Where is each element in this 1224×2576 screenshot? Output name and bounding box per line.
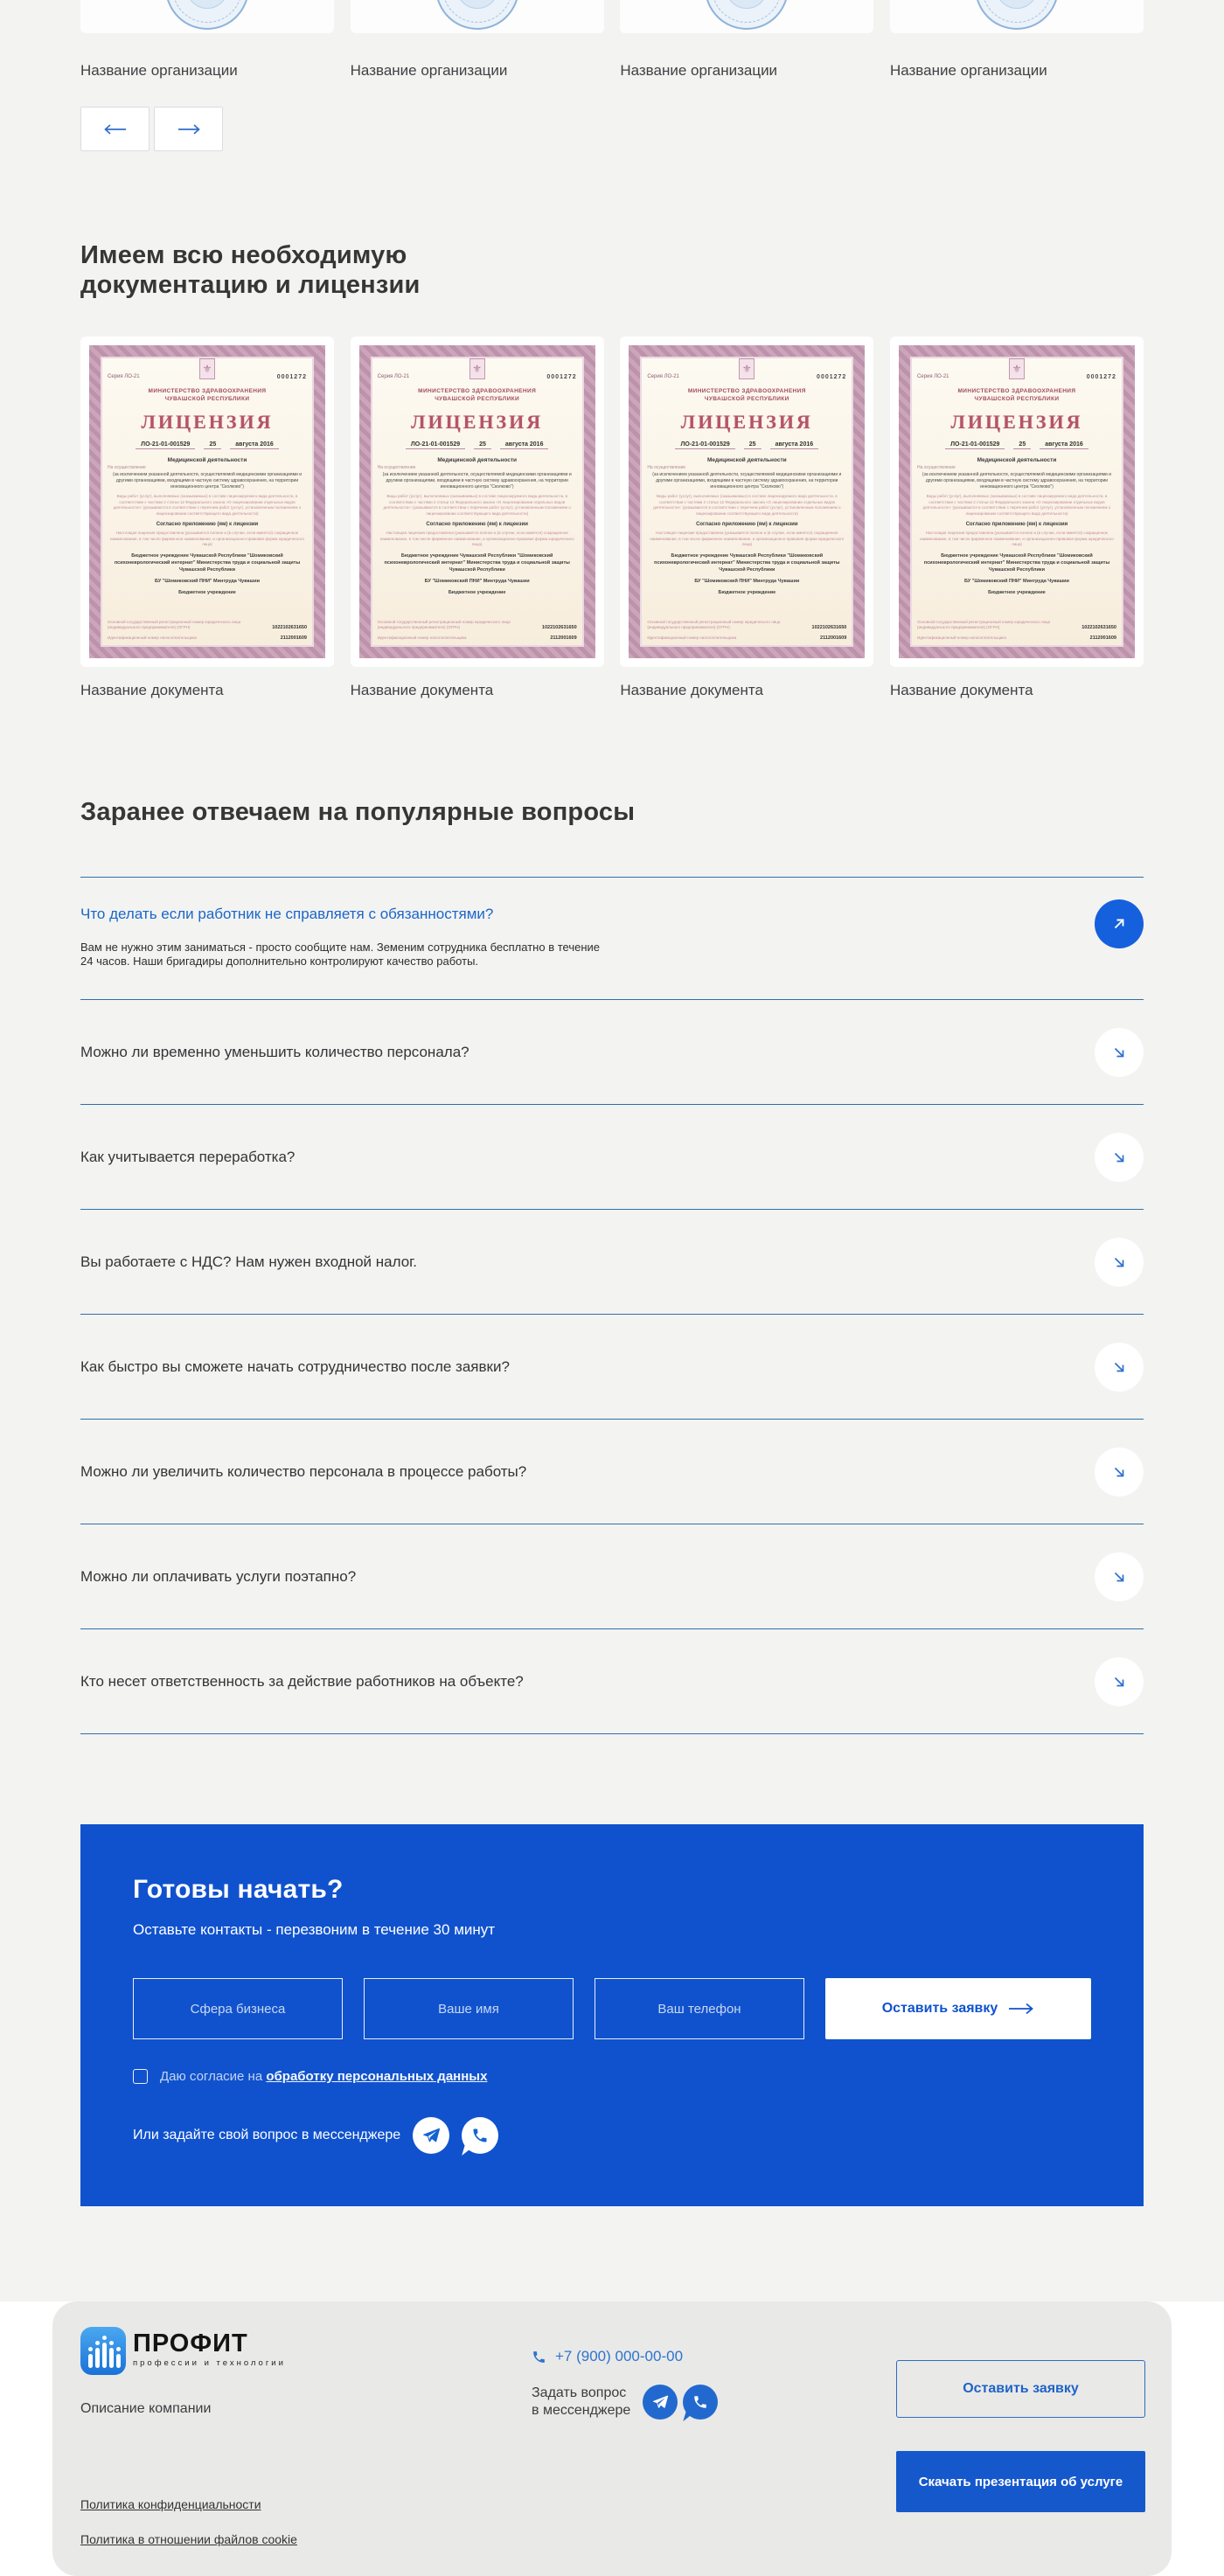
expand-button[interactable] [1095,1238,1144,1287]
cert-organization-type: Бюджетное учреждение [988,589,1046,595]
cert-inn-label: Идентификационный номер налогоплательщика [647,635,737,640]
cert-ogrn-number: 1022102631650 [541,625,577,630]
faq-item[interactable] [80,1209,1144,1314]
coat-of-arms-icon: ⚜ [1009,358,1025,379]
arrow-left-icon [104,124,127,135]
faq-item[interactable] [80,1104,1144,1209]
partner-card-column [620,0,873,80]
license-card-column [890,337,1144,699]
arrow-down-right-icon [1109,1252,1130,1273]
license-document-image[interactable] [80,337,334,667]
expand-button[interactable] [1095,1343,1144,1392]
cert-inn-number: 2112001609 [1089,635,1116,641]
footer-actions [896,2360,1145,2512]
messenger-row [133,2117,1091,2154]
cookie-policy-link[interactable]: Политика в отношении файлов cookie [80,2532,297,2546]
cert-ogrn-label: Основной государственный регистрационный номер юридического лица (индивидуального предпринимателя) (ОГРН) [108,620,241,629]
request-button[interactable]: Оставить заявку [896,2360,1145,2418]
cert-inn-label: Идентификационный номер налогоплательщика [916,635,1006,640]
partners-carousel [80,0,1144,151]
faq-item-expanded[interactable] [80,877,1144,999]
business-field-input[interactable] [133,1978,343,2039]
cert-organization-short: БУ "Шомиковский ПНИ" Минтруда Чувашии [694,578,800,584]
cert-ministry: МИНИСТЕРСТВО ЗДРАВООХРАНЕНИЯ ЧУВАШСКОЙ РЕСПУБЛИКИ [148,388,267,402]
ask-messenger-row [532,2385,718,2420]
license-card-label: Название документа [889,682,1033,698]
phone-input[interactable] [595,1978,804,2039]
faq-item[interactable] [80,1419,1144,1524]
cert-works-note: Виды работ (услуг), выполняемых (оказываемых) в составе лицензируемого вида деятельности, в соответствии с частями 2 статьи 12 Федерального закона «О лицензировании отдельных видов деятельности»: (указываются в соответствии с перечнем работ (услуг), установленным положением о лицензировании соответствующего вида деятельности) [113,494,302,516]
cert-form-number: 0001272 [817,374,847,380]
partner-card-label: Название организации [889,62,1047,79]
collapse-button[interactable] [1095,899,1144,948]
faq-question[interactable]: Можно ли увеличить количество персонала в процессе работы? [80,1462,527,1480]
arrow-down-right-icon [1109,1566,1130,1587]
whatsapp-button[interactable] [683,2385,718,2420]
cert-on-label: На осуществление [916,465,956,470]
cert-license-number-row: ЛО-21-01-001529 25 августа 2016 [917,441,1116,449]
round-seal-icon [975,0,1059,30]
cert-organization-short: БУ "Шомиковский ПНИ" Минтруда Чувашии [963,578,1069,584]
telegram-icon [651,2393,669,2411]
phone-icon [532,2350,546,2364]
cert-works-note: Виды работ (услуг), выполняемых (оказываемых) в составе лицензируемого вида деятельности, в соответствии с частями 2 статьи 12 Федерального закона «О лицензировании отдельных видов деятельности»: (указываются в соответствии с перечнем работ (услуг), установленным положением о лицензировании соответствующего вида деятельности) [383,494,571,516]
round-seal-icon [435,0,519,30]
download-presentation-button[interactable]: Скачать презентация об услуге [896,2451,1145,2512]
cert-title: ЛИЦЕНЗИЯ [141,411,274,433]
license-card-column [80,337,334,699]
cert-according-line: Согласно приложению (ям) к лицензии [156,522,259,527]
partner-card-column [80,0,334,80]
cert-grantee-note: Настоящая лицензия предоставлена (указывается полное и (в случае, если имеется) сокращенное наименование, в том числе фирменное наименование, и организационно-правовая форма юридического лица) [379,531,574,546]
partners-cards-row [80,0,1144,80]
cert-activity: Медицинской деятельности [167,457,247,463]
cert-ogrn-label: Основной государственный регистрационный номер юридического лица (индивидуального предпринимателя) (ОГРН) [916,620,1051,629]
cert-works-note: Виды работ (услуг), выполняемых (оказываемых) в составе лицензируемого вида деятельности, в соответствии с частями 2 статьи 12 Федерального закона «О лицензировании отдельных видов деятельности»: (указываются в соответствии с перечнем работ (услуг), установленным положением о лицензировании соответствующего вида деятельности) [653,494,841,516]
arrow-down-right-icon [1109,1042,1130,1063]
license-card-column [351,337,604,699]
cert-license-number-row: ЛО-21-01-001529 25 августа 2016 [378,441,577,449]
personal-data-link[interactable]: обработку персональных данных [266,2069,488,2084]
faq-item[interactable] [80,1314,1144,1419]
arrow-down-right-icon [1109,1357,1130,1378]
arrow-down-right-icon [1109,1671,1130,1692]
cert-series: Серия ЛО-21 [377,374,410,379]
faq-item[interactable] [80,1628,1144,1733]
cta-title: Готовы начать? [133,1875,344,1904]
license-card-column [620,337,873,699]
partner-certificate-image[interactable] [620,0,873,33]
partner-card-label: Название организации [620,62,778,79]
cert-ogrn-number: 1022102631650 [1081,625,1116,630]
cert-inn-label: Идентификационный номер налогоплательщика [108,635,197,640]
round-seal-icon [165,0,249,30]
license-certificate [899,345,1135,658]
name-input[interactable] [364,1978,574,2039]
brand-name: ПРОФИТ [133,2330,248,2357]
cert-organization-short: БУ "Шомиковский ПНИ" Минтруда Чувашии [424,578,530,584]
license-document-image[interactable] [351,337,604,667]
coat-of-arms-icon: ⚜ [199,358,215,379]
cert-form-number: 0001272 [1086,374,1116,380]
faq-question[interactable]: Как учитывается переработка? [80,1148,296,1165]
cert-organization-short: БУ "Шомиковский ПНИ" Минтруда Чувашии [155,578,260,584]
faq-question[interactable]: Как быстро вы сможете начать сотрудничество после заявки? [80,1357,510,1375]
cert-title: ЛИЦЕНЗИЯ [950,411,1083,433]
license-card-label: Название документа [80,682,224,698]
carousel-prev-button[interactable] [80,107,150,151]
phone-row [532,2348,718,2365]
cert-license-number-row: ЛО-21-01-001529 25 августа 2016 [108,441,307,449]
consent-label: Даю согласие на обработку персональных данных [160,2069,488,2084]
cert-grantee-note: Настоящая лицензия предоставлена (указывается полное и (в случае, если имеется) сокращенное наименование, в том числе фирменное наименование, и организационно-правовая форма юридического лица) [650,531,845,546]
whatsapp-icon [471,2127,489,2144]
cert-grantee-note: Настоящая лицензия предоставлена (указывается полное и (в случае, если имеется) сокращенное наименование, в том числе фирменное наименование, и организационно-правовая форма юридического лица) [110,531,304,546]
faq-answer: Вам не нужно этим заниматься - просто сообщите нам. Земеним сотрудника бесплатно в течение 24 часов. Наши бригадиры дополнительно контролируют качество работы. [80,941,600,968]
cert-according-line: Согласно приложению (ям) к лицензии [426,522,528,527]
cert-activity: Медицинской деятельности [706,457,787,463]
whatsapp-icon [692,2394,708,2410]
partner-certificate-image[interactable] [80,0,334,33]
expand-button[interactable] [1095,1028,1144,1077]
cert-exception-note: (за исключением указанной деятельности, осуществляемой медицинскими организациями и другими организациями, входящими в частную систему здравоохранения, на территории инновационного центра "Сколково") [112,472,303,490]
cert-according-line: Согласно приложению (ям) к лицензии [696,522,798,527]
submit-request-button[interactable]: Оставить заявку [825,1978,1091,2039]
cert-title: ЛИЦЕНЗИЯ [680,411,813,433]
cert-activity: Медицинской деятельности [437,457,517,463]
arrow-down-right-icon [1109,1462,1130,1482]
telegram-button[interactable] [643,2385,678,2420]
license-document-image[interactable] [890,337,1144,667]
cert-organization-name: Бюджетное учреждение Чувашской Республики "Шомиковский психоневрологический интернат" Министерства труда и социальной защиты Чувашской Республики [384,552,570,573]
cert-on-label: На осуществление [647,465,686,470]
carousel-arrows [80,107,1144,151]
faq-question[interactable]: Можно ли оплачивать услуги поэтапно? [80,1567,357,1585]
cert-organization-name: Бюджетное учреждение Чувашской Республики "Шомиковский психоневрологический интернат" Министерства труда и социальной защиты Чувашской Республики [654,552,840,573]
brand-tagline: профессии и технологии [133,2358,286,2368]
consent-checkbox[interactable] [133,2069,148,2084]
cert-form-number: 0001272 [276,374,307,380]
cert-organization-type: Бюджетное учреждение [178,589,236,595]
cert-organization-type: Бюджетное учреждение [448,589,506,595]
partner-certificate-image[interactable] [890,0,1144,33]
telegram-icon [421,2126,441,2145]
cert-inn-number: 2112001609 [550,635,577,641]
faq-question[interactable]: Кто несет ответственность за действие работников на объекте? [80,1672,524,1690]
cta-subtitle: Оставьте контакты - перезвоним в течение 30 минут [133,1921,496,1938]
cert-on-label: На осуществление [108,465,146,470]
faq-bottom-divider [80,1733,1144,1734]
partner-card-column [351,0,604,80]
expand-button[interactable] [1095,1133,1144,1182]
cert-inn-number: 2112001609 [280,635,307,641]
cert-series: Серия ЛО-21 [916,374,949,379]
licenses-gallery [80,337,1144,699]
cert-ministry: МИНИСТЕРСТВО ЗДРАВООХРАНЕНИЯ ЧУВАШСКОЙ РЕСПУБЛИКИ [687,388,806,402]
cert-series: Серия ЛО-21 [108,374,140,379]
cert-exception-note: (за исключением указанной деятельности, осуществляемой медицинскими организациями и другими организациями, входящими в частную систему здравоохранения, на территории инновационного центра "Сколково") [921,472,1112,490]
consent-row [133,2069,1091,2084]
faq-question[interactable]: Вы работаете с НДС? Нам нужен входной налог. [80,1253,418,1270]
policy-links [80,2497,297,2546]
cert-according-line: Согласно приложению (ям) к лицензии [965,522,1068,527]
coat-of-arms-icon: ⚜ [739,358,755,379]
cta-form [133,1978,1091,2039]
faq-item[interactable] [80,999,1144,1104]
expand-button[interactable] [1095,1448,1144,1496]
privacy-policy-link[interactable]: Политика конфиденциальности [80,2497,261,2511]
cert-activity: Медицинской деятельности [977,457,1057,463]
license-certificate [89,345,325,658]
whatsapp-button[interactable] [462,2117,498,2154]
arrow-right-icon [1008,2003,1034,2015]
license-card-label: Название документа [350,682,494,698]
arrow-right-icon [177,124,200,135]
faq-item[interactable] [80,1524,1144,1628]
cert-organization-name: Бюджетное учреждение Чувашской Республики "Шомиковский психоневрологический интернат" Министерства труда и социальной защиты Чувашской Республики [114,552,301,573]
partner-certificate-image[interactable] [351,0,604,33]
expand-button[interactable] [1095,1657,1144,1706]
carousel-next-button[interactable] [154,107,223,151]
messenger-prompt: Или задайте свой вопрос в мессенджере [133,2128,401,2142]
telegram-button[interactable] [413,2117,449,2154]
faq-section-title: Заранее отвечаем на популярные вопросы [80,798,636,826]
footer [52,2302,1172,2576]
profit-logo-icon[interactable] [80,2327,126,2375]
arrow-down-right-icon [1109,1147,1130,1168]
partner-card-label: Название организации [80,62,238,79]
cert-grantee-note: Настоящая лицензия предоставлена (указывается полное и (в случае, если имеется) сокращенное наименование, в том числе фирменное наименование, и организационно-правовая форма юридического лица) [920,531,1114,546]
partner-card-label: Название организации [350,62,508,79]
cert-inn-number: 2112001609 [820,635,847,641]
cert-ogrn-label: Основной государственный регистрационный номер юридического лица (индивидуального предпринимателя) (ОГРН) [647,620,781,629]
cert-ministry: МИНИСТЕРСТВО ЗДРАВООХРАНЕНИЯ ЧУВАШСКОЙ РЕСПУБЛИКИ [418,388,537,402]
cert-exception-note: (за исключением указанной деятельности, осуществляемой медицинскими организациями и другими организациями, входящими в частную систему здравоохранения, на территории инновационного центра "Сколково") [382,472,572,490]
faq-list [80,877,1144,1734]
company-description: Описание компании [80,2401,212,2416]
license-card-label: Название документа [620,682,763,698]
cert-ministry: МИНИСТЕРСТВО ЗДРАВООХРАНЕНИЯ ЧУВАШСКОЙ РЕСПУБЛИКИ [957,388,1076,402]
cert-ogrn-label: Основной государственный регистрационный номер юридического лица (индивидуального предпринимателя) (ОГРН) [377,620,511,629]
faq-question[interactable]: Что делать если работник не справляетя с обязанностями? [80,906,494,922]
cert-form-number: 0001272 [546,374,577,380]
cert-license-number-row: ЛО-21-01-001529 25 августа 2016 [647,441,846,449]
phone-number-link[interactable]: +7 (900) 000-00-00 [555,2348,684,2364]
cert-works-note: Виды работ (услуг), выполняемых (оказываемых) в составе лицензируемого вида деятельности, в соответствии с частями 2 статьи 12 Федерального закона «О лицензировании отдельных видов деятельности»: (указываются в соответствии с перечнем работ (услуг), установленным положением о лицензировании соответствующего вида деятельности) [922,494,1111,516]
cert-organization-type: Бюджетное учреждение [718,589,776,595]
cert-on-label: На осуществление [377,465,416,470]
license-certificate [359,345,595,658]
coat-of-arms-icon: ⚜ [469,358,485,379]
licenses-section-title: Имеем всю необходимую документацию и лицензии [80,241,421,299]
ask-messenger-label: Задать вопрос в мессенджере [532,2385,631,2418]
cta-block [80,1824,1144,2206]
partner-card-column [890,0,1144,80]
round-seal-icon [705,0,789,30]
cert-organization-name: Бюджетное учреждение Чувашской Республики "Шомиковский психоневрологический интернат" Министерства труда и социальной защиты Чувашской Республики [923,552,1110,573]
footer-contacts [532,2348,718,2420]
faq-question[interactable]: Можно ли временно уменьшить количество персонала? [80,1043,469,1060]
arrow-up-right-icon [1109,913,1130,934]
cert-exception-note: (за исключением указанной деятельности, осуществляемой медицинскими организациями и другими организациями, входящими в частную систему здравоохранения, на территории инновационного центра "Сколково") [652,472,842,490]
license-certificate [629,345,865,658]
licenses-cards-row [80,337,1144,699]
expand-button[interactable] [1095,1552,1144,1601]
cert-ogrn-number: 1022102631650 [811,625,847,630]
cert-inn-label: Идентификационный номер налогоплательщика [377,635,467,640]
cert-ogrn-number: 1022102631650 [272,625,307,630]
cert-series: Серия ЛО-21 [647,374,679,379]
cert-title: ЛИЦЕНЗИЯ [411,411,544,433]
license-document-image[interactable] [620,337,873,667]
